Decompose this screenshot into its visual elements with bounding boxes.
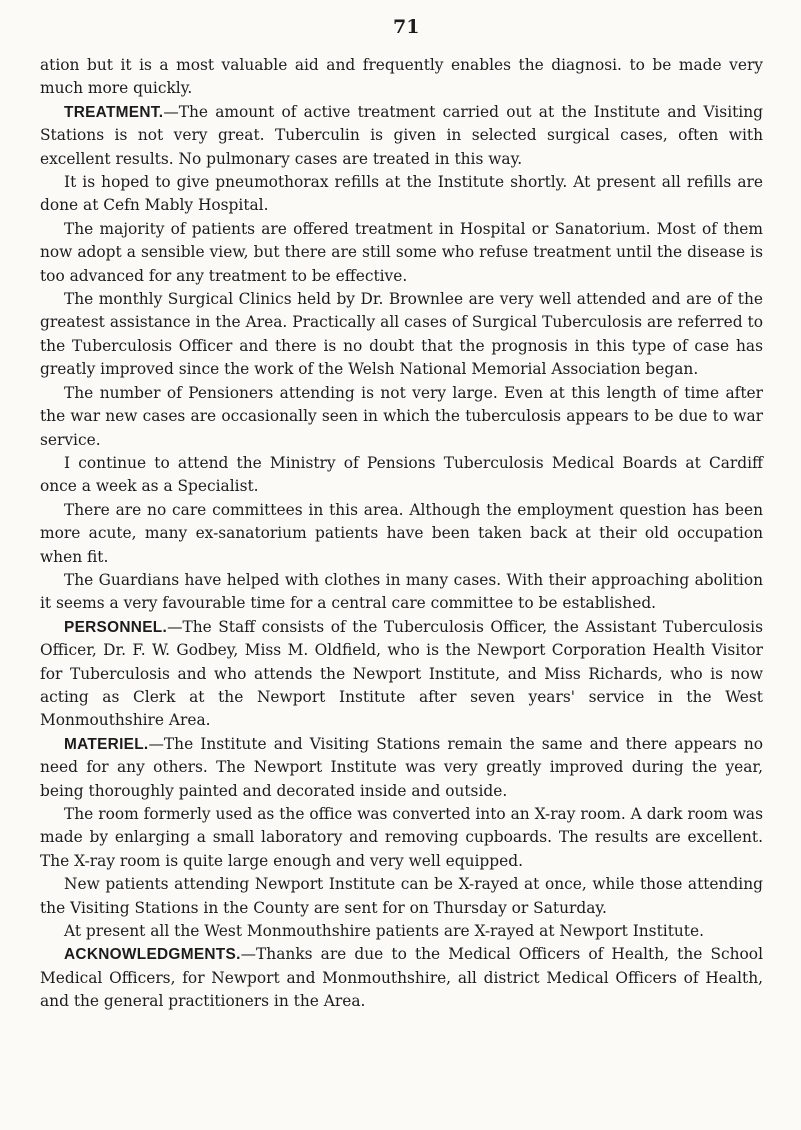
section-heading-acknowledgments: ACKNOWLEDGMENTS. <box>64 946 241 964</box>
paragraph-guardians: The Guardians have helped with clothes in many cases. With their approaching abolition it seems a very favourable time for a central care committee to be established. <box>40 570 763 613</box>
page-number: 71 <box>393 16 420 38</box>
paragraph-personnel <box>40 616 763 733</box>
paragraph-surgical-clinics: The monthly Surgical Clinics held by Dr. Brownlee are very well attended and are of the greatest assistance in the Area. Practically all cases of Surgical Tuberculosis are referred to the Tuberculosis Officer and there is no doubt that the prognosis in this type of case has greatly improved since the work of the Welsh National Memorial Association began. <box>40 290 763 379</box>
paragraph-care-committees: There are no care committees in this area. Although the employment question has been more acute, many ex-sanatorium patients have been taken back at their old occupation when fit. <box>40 500 763 566</box>
paragraph-text: —Thanks are due to the Medical Officers of Health, the School Medical Officers, for Newport and Monmouthshire, all district Medical Officers of Health, and the general practitioners in the Area. <box>40 945 763 1011</box>
section-heading-materiel: MATERIEL. <box>64 735 149 753</box>
paragraph-sanatorium: The majority of patients are offered treatment in Hospital or Sanatorium. Most of them now adopt a sensible view, but there are still some who refuse treatment until the disease is too advanced for any treatment to be effective. <box>40 219 763 285</box>
section-heading-personnel: PERSONNEL. <box>64 618 168 636</box>
paragraph-treatment <box>40 101 763 171</box>
paragraph-west-monmouthshire: At present all the West Monmouthshire patients are X-rayed at Newport Institute. <box>64 922 704 941</box>
paragraph-text: —The Institute and Visiting Stations remain the same and there appears no need for any others. The Newport Institute was very greatly improved during the year, being thoroughly painted and decorated inside and outside. <box>40 734 763 800</box>
paragraph-new-patients: New patients attending Newport Institute can be X-rayed at once, while those attending the Visiting Stations in the County are sent for on Thursday or Saturday. <box>40 875 763 917</box>
paragraph-medical-boards: I continue to attend the Ministry of Pensions Tuberculosis Medical Boards at Cardiff once a week as a Specialist. <box>40 453 763 496</box>
paragraph-acknowledgments <box>40 943 763 1013</box>
paragraph-pneumothorax: It is hoped to give pneumothorax refills at the Institute shortly. At present all refills are done at Cefn Mably Hospital. <box>40 173 763 215</box>
paragraph-continuation: ation but it is a most valuable aid and frequently enables the diagnosi. to be made very much more quickly. <box>40 56 763 98</box>
paragraph-text: —The Staff consists of the Tuberculosis Officer, the Assistant Tuberculosis Officer, Dr. F. W. Godbey, Miss M. Oldfield, who is the Newport Corporation Health Visitor for Tuberculosis and who attends the Newport Institute, and Miss Richards, who is now acting as Clerk at the Newport Institute after seven years' service in the West Monmouthshire Area. <box>40 617 763 730</box>
paragraph-text: —The amount of active treatment carried out at the Institute and Visiting Stations is not very great. Tuberculin is given in selected surgical cases, often with excellent results. No pulmonary cases are treated in this way. <box>40 102 763 168</box>
paragraph-materiel <box>40 733 763 803</box>
paragraph-xray-room: The room formerly used as the office was converted into an X-ray room. A dark room was made by enlarging a small laboratory and removing cupboards. The results are excellent. The X-ray room is quite large enough and very well equipped. <box>40 805 763 870</box>
body-text <box>40 54 763 1014</box>
paragraph-pensioners: The number of Pensioners attending is not very large. Even at this length of time after the war new cases are occasionally seen in which the tuberculosis appears to be due to war service. <box>40 383 763 449</box>
section-heading-treatment: TREATMENT. <box>64 103 164 121</box>
